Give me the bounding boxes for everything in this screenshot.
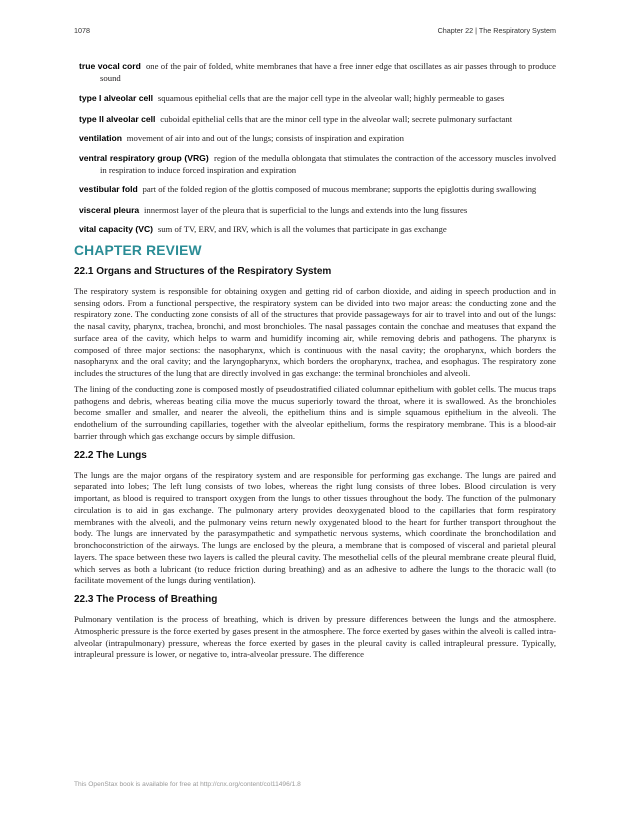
glossary-term: vital capacity (VC) bbox=[79, 224, 154, 235]
glossary-definition: part of the folded region of the glottis composed of mucous membrane; supports the epiglottis during swallowing bbox=[142, 184, 537, 195]
glossary-term: type I alveolar cell bbox=[79, 93, 154, 104]
glossary-definition: region of the medulla oblongata that stimulates the contraction of the accessory muscles involved in respiration to induce forced inspiration and expiration bbox=[100, 152, 556, 175]
chapter-title: Chapter 22 | The Respiratory System bbox=[437, 26, 556, 35]
glossary-entry bbox=[74, 224, 556, 236]
glossary-definition: sum of TV, ERV, and IRV, which is all the volumes that participate in gas exchange bbox=[157, 224, 447, 235]
glossary-entry bbox=[74, 133, 556, 145]
glossary-term: type II alveolar cell bbox=[79, 113, 156, 124]
glossary-entry bbox=[74, 114, 556, 126]
section-paragraph: The respiratory system is responsible for obtaining oxygen and getting rid of carbon dioxide, and aiding in speech production and in sensing odors. From a functional perspective, the respiratory system can be divided into two major areas: the conducting zone and the respiratory zone. The conducting zone consists of all of the structures that provide passageways for air to travel into and out of the lungs: the nasal cavity, pharynx, trachea, bronchi, and most bronchioles. The nasal passages contain the conchae and meatuses that expand the surface area of the cavity, which helps to warm and humidify incoming air, while removing debris and pathogens. The pharynx is composed of three major sections: the nasopharynx, which is continuous with the nasal cavity; the oropharynx, which borders the nasopharynx and the oral cavity; and the laryngopharynx, which borders the oropharynx, trachea, and esophagus. The respiratory zone includes the structures of the lung that are directly involved in gas exchange: the terminal bronchioles and alveoli. bbox=[74, 285, 556, 379]
glossary-term: vestibular fold bbox=[79, 184, 138, 195]
glossary-entry bbox=[74, 184, 556, 196]
glossary-entry bbox=[74, 205, 556, 217]
glossary-entry bbox=[74, 61, 556, 84]
glossary-term: ventilation bbox=[79, 133, 122, 144]
section-paragraph: Pulmonary ventilation is the process of breathing, which is driven by pressure differences between the lungs and the atmosphere. Atmospheric pressure is the force exerted by gases present in the atmosphere. The force exerted by gases within the alveoli is called intra-alveolar (intrapulmonary) pressure, whereas the force exerted by gases in the pleural cavity is called intrapleural pressure. Typically, intrapleural pressure is lower, or negative to, intra-alveolar pressure. The difference bbox=[74, 614, 556, 660]
glossary-term: ventral respiratory group (VRG) bbox=[79, 152, 209, 163]
page-number: 1078 bbox=[74, 26, 90, 35]
section-paragraph: The lungs are the major organs of the respiratory system and are responsible for performing gas exchange. The lungs are paired and separated into lobes; The left lung consists of two lobes, whereas the right lung consists of three lobes. Blood circulation is very important, as blood is required to transport oxygen from the lungs to other tissues throughout the body. The function of the pulmonary circulation is to aid in gas exchange. The pulmonary artery provides deoxygenated blood to the capillaries that form respiratory membranes with the alveoli, and the pulmonary veins return newly oxygenated blood to the heart for further transport throughout the body. The lungs are innervated by the parasympathetic and sympathetic nervous systems, which coordinate the bronchodilation and bronchoconstriction of the airways. The lungs are enclosed by the pleura, a membrane that is composed of visceral and parietal pleural layers. The space between these two layers is called the pleural cavity. The mesothelial cells of the pleural membrane create pleural fluid, which serves as both a lubricant (to reduce friction during breathing) and as an adhesive to adhere the lungs to the thoracic wall (to facilitate movement of the lungs during ventilation). bbox=[74, 469, 556, 586]
glossary-definition: cuboidal epithelial cells that are the minor cell type in the alveolar wall; secrete pulmonary surfactant bbox=[160, 113, 513, 124]
glossary-definition: innermost layer of the pleura that is superficial to the lungs and extends into the lung fissures bbox=[143, 204, 468, 215]
section-heading: 22.2 The Lungs bbox=[74, 449, 147, 461]
glossary-entry bbox=[74, 153, 556, 176]
glossary-definition: one of the pair of folded, white membranes that have a free inner edge that oscillates as air passes through to produce sound bbox=[100, 61, 557, 83]
section-paragraph: The lining of the conducting zone is composed mostly of pseudostratified ciliated columnar epithelium with goblet cells. The mucus traps pathogens and debris, whereas beating cilia move the mucus superiorly toward the throat, where it is swallowed. As the bronchioles become smaller and smaller, and nearer the alveoli, the epithelium thins and is simple squamous epithelium in the alveoli. The endothelium of the surrounding capillaries, together with the alveolar epithelium, forms the respiratory membrane. This is a blood-air barrier through which gas exchange occurs by simple diffusion. bbox=[74, 383, 556, 441]
page-content bbox=[74, 58, 556, 661]
glossary-definition: movement of air into and out of the lungs; consists of inspiration and expiration bbox=[126, 133, 404, 144]
glossary-entry bbox=[74, 93, 556, 105]
running-head bbox=[74, 26, 556, 38]
section-heading: 22.1 Organs and Structures of the Respiratory System bbox=[74, 265, 332, 277]
footer-note: This OpenStax book is available for free at http://cnx.org/content/col11496/1.8 bbox=[74, 781, 301, 788]
glossary-definition: squamous epithelial cells that are the major cell type in the alveolar wall; highly permeable to gases bbox=[157, 93, 505, 104]
glossary-term: true vocal cord bbox=[79, 61, 141, 71]
chapter-review-heading: CHAPTER REVIEW bbox=[74, 242, 202, 258]
section-heading: 22.3 The Process of Breathing bbox=[74, 594, 218, 606]
glossary-term: visceral pleura bbox=[79, 204, 140, 215]
